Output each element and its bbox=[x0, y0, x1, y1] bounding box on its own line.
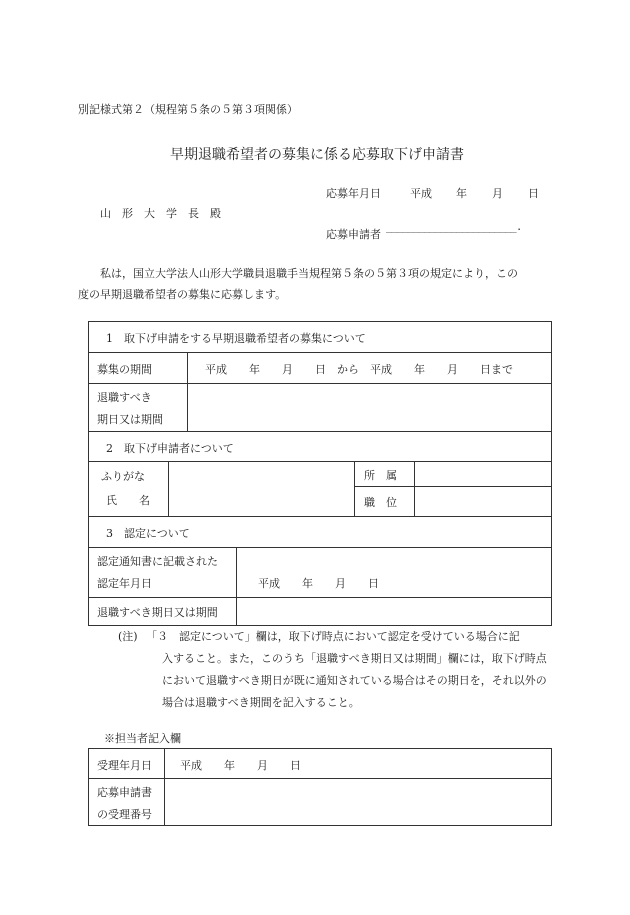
page-title: 早期退職希望者の募集に係る応募取下げ申請書 bbox=[170, 147, 464, 163]
furigana-label: ふりがな bbox=[101, 470, 145, 483]
body-text-line-1: 私は，国立大学法人山形大学職員退職手当規程第５条の５第３項の規定により，この bbox=[100, 267, 518, 280]
affiliation-field[interactable] bbox=[418, 464, 548, 484]
certification-date-value: 平成 年 月 日 bbox=[258, 577, 379, 590]
staff-section-heading: ※担当者記入欄 bbox=[104, 732, 181, 745]
name-field[interactable] bbox=[172, 464, 350, 514]
section-1-header: 1 取下げ申請をする早期退職希望者の募集について bbox=[106, 332, 366, 345]
received-date-value: 平成 年 月 日 bbox=[180, 759, 301, 772]
certification-date-label-1: 認定通知書に記載された bbox=[97, 555, 218, 568]
position-field[interactable] bbox=[418, 489, 548, 514]
note-prefix: (注) bbox=[118, 630, 138, 643]
receipt-number-label-1: 応募申請書 bbox=[97, 786, 152, 799]
note-line-2: 入すること。また，このうち「退職すべき期日又は期間」欄には，取下げ時点 bbox=[162, 652, 547, 665]
certification-date-label-2: 認定年月日 bbox=[97, 577, 152, 590]
section-2-header: 2 取下げ申請者について bbox=[106, 442, 234, 455]
certified-retirement-field[interactable] bbox=[240, 600, 548, 622]
body-text-line-2: 度の早期退職希望者の募集に応募します。 bbox=[78, 288, 287, 301]
date-label: 応募年月日 bbox=[326, 187, 381, 200]
received-date-label: 受理年月日 bbox=[97, 759, 152, 772]
retirement-date-field[interactable] bbox=[190, 386, 548, 428]
retirement-date-label-1: 退職すべき bbox=[97, 391, 152, 404]
addressee: 山 形 大 学 長 殿 bbox=[100, 207, 221, 220]
certified-retirement-label: 退職すべき期日又は期間 bbox=[97, 606, 218, 619]
name-label: 氏 名 bbox=[106, 494, 150, 507]
note-line-1: 「３ 認定について」欄は，取下げ時点において認定を受けている場合に記 bbox=[146, 630, 520, 643]
section-3-header: 3 認定について bbox=[106, 527, 190, 540]
recruitment-period-label: 募集の期間 bbox=[97, 363, 152, 376]
note-line-3: において退職すべき期日が既に通知されている場合はその期日を，それ以外の bbox=[162, 674, 547, 687]
note-line-4: 場合は退職すべき期間を記入すること。 bbox=[162, 696, 360, 709]
affiliation-label: 所 属 bbox=[364, 469, 397, 482]
receipt-number-field[interactable] bbox=[168, 781, 548, 823]
position-label: 職 位 bbox=[364, 496, 397, 509]
form-reference: 別記様式第２（規程第５条の５第３項関係） bbox=[78, 103, 298, 116]
applicant-label: 応募申請者 bbox=[326, 228, 381, 241]
recruitment-period-value: 平成 年 月 日 から 平成 年 月 日まで bbox=[205, 363, 513, 376]
applicant-blank: ________________________. bbox=[386, 222, 522, 233]
receipt-number-label-2: の受理番号 bbox=[97, 808, 152, 821]
retirement-date-label-2: 期日又は期間 bbox=[97, 413, 163, 426]
